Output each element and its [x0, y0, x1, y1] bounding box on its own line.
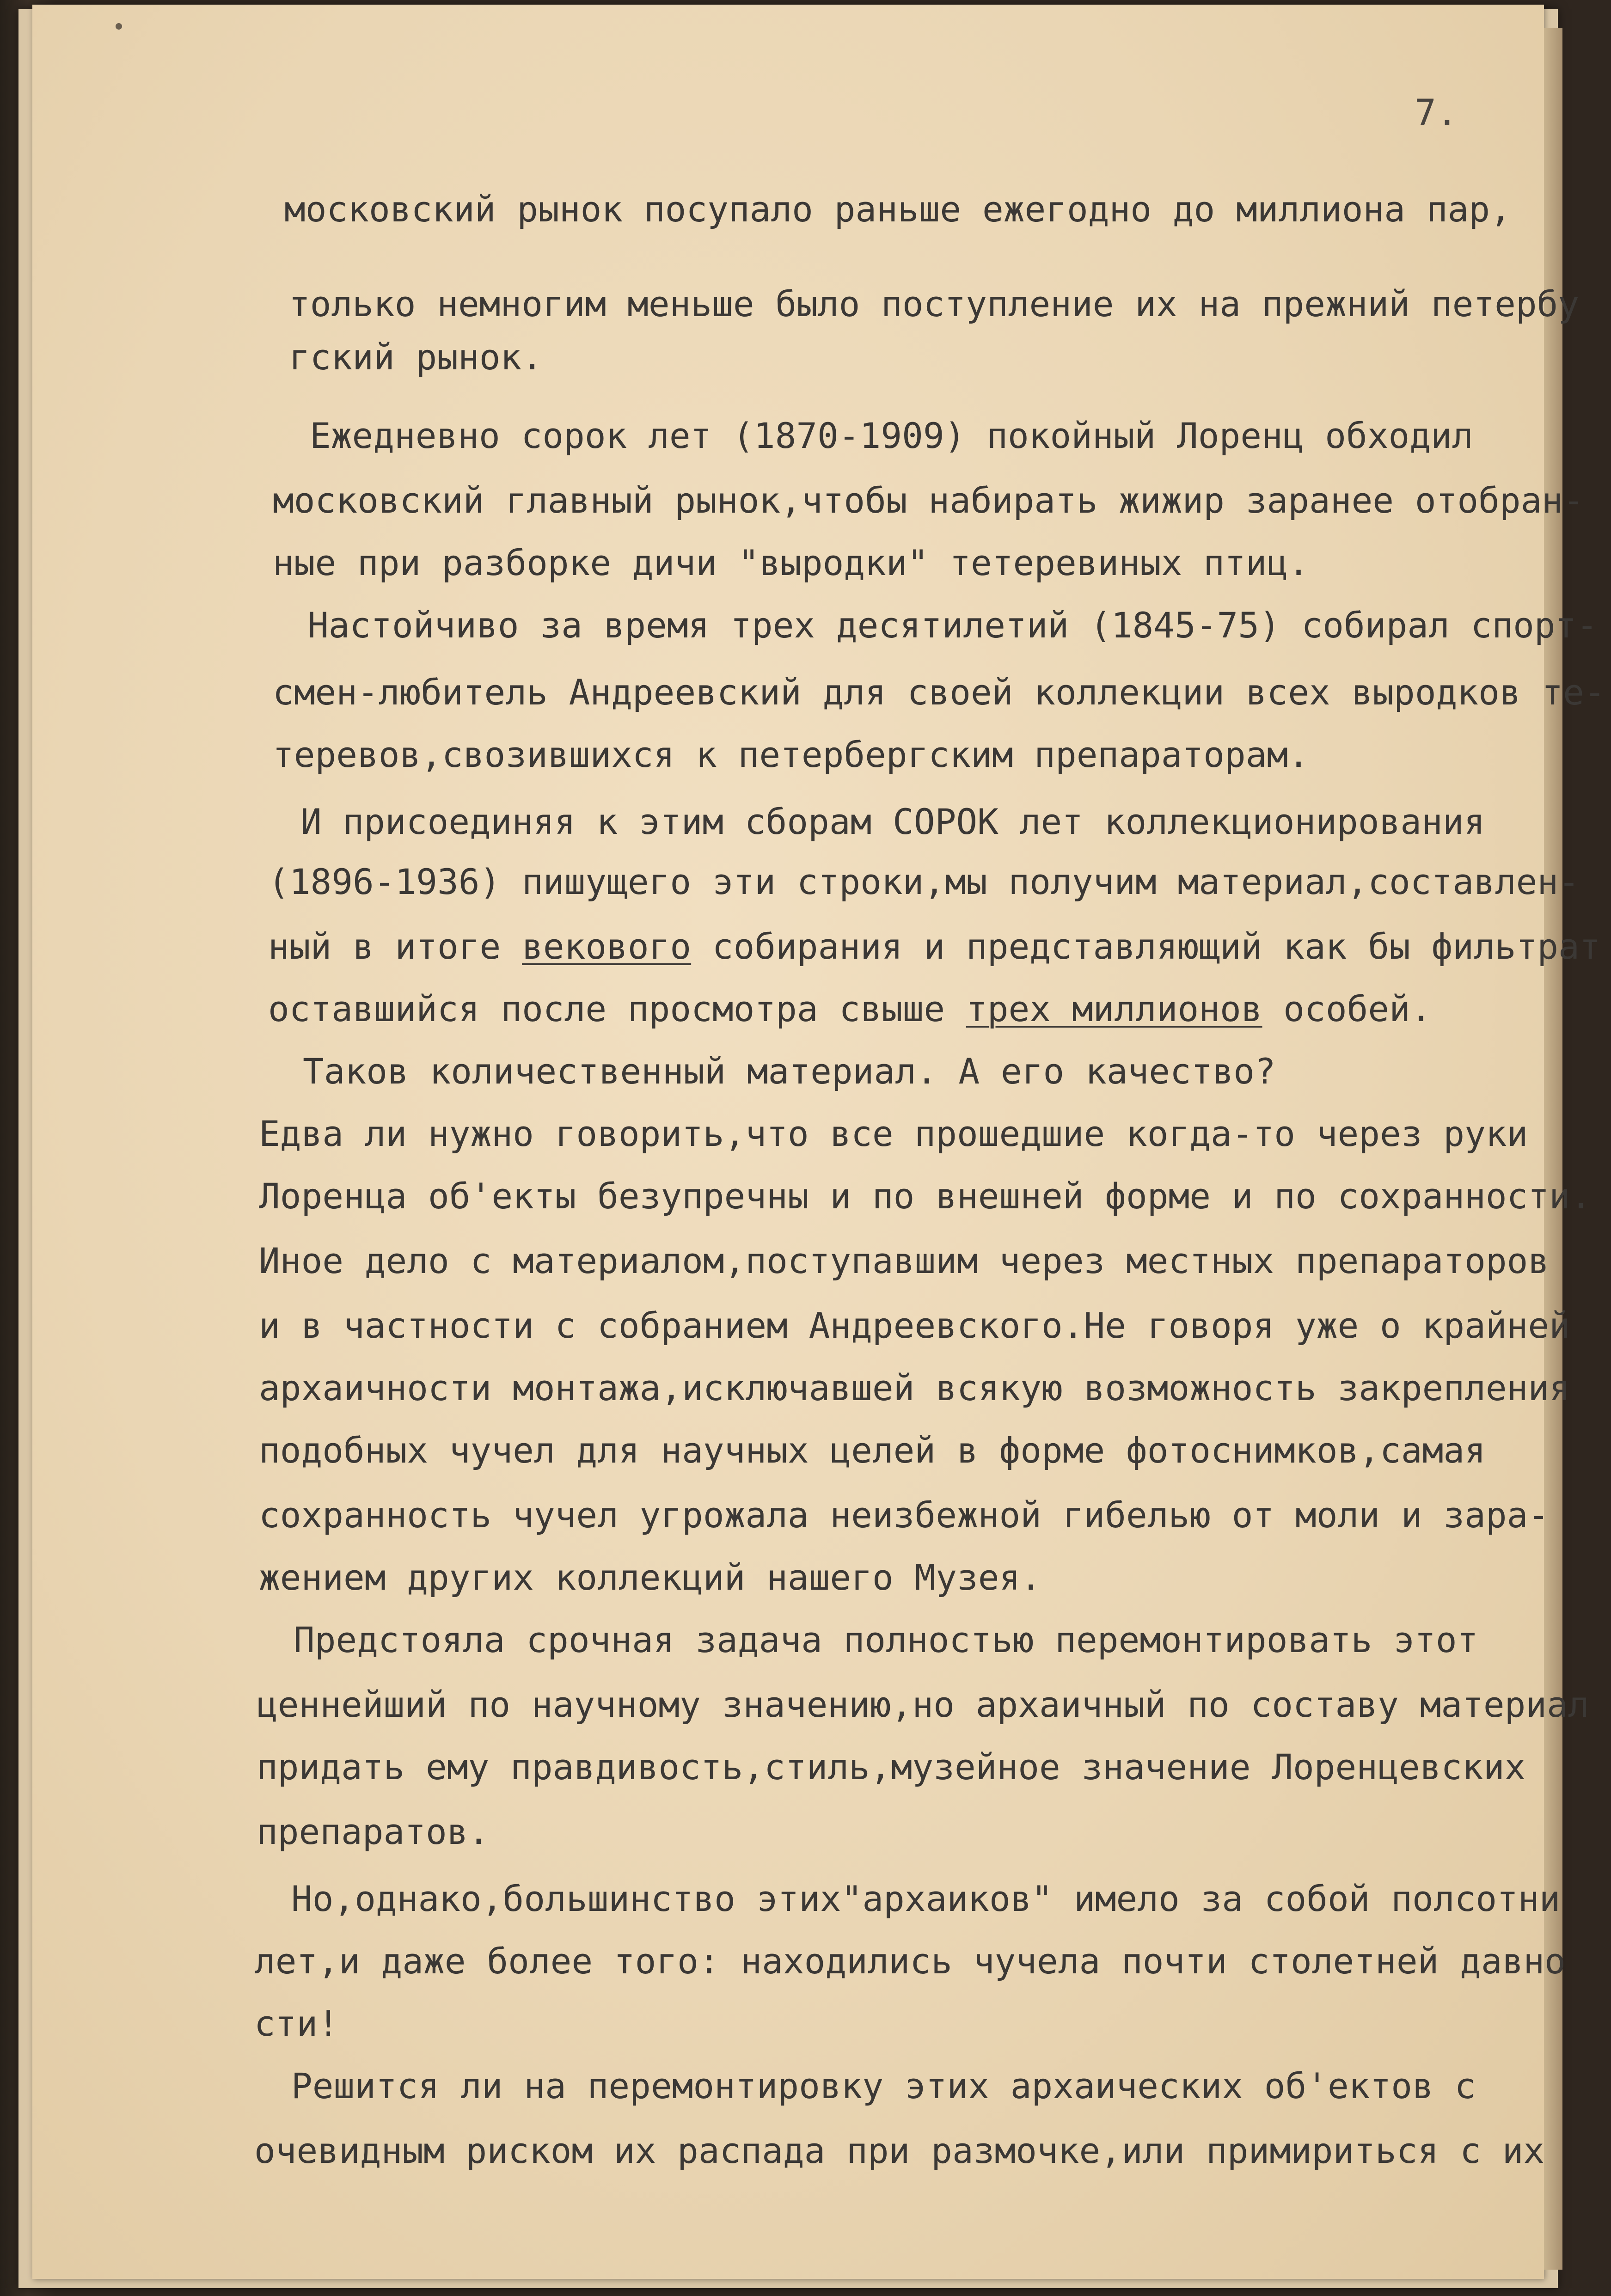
text-line: Лоренца об'екты безупречны и по внешней форме и по сохранности.	[259, 1176, 1592, 1217]
underlined-word: векового	[522, 926, 692, 967]
underlined-phrase: трех миллионов	[966, 988, 1262, 1029]
text-segment: особей.	[1262, 988, 1432, 1029]
text-line: Таков количественный материал. А его качество?	[303, 1051, 1276, 1092]
text-line: Предстояла срочная задача полностью перемонтировать этот	[294, 1619, 1478, 1660]
text-line: гский рынок.	[289, 337, 543, 378]
page-number: 7.	[1415, 92, 1458, 134]
text-segment: ный в итоге	[268, 926, 522, 967]
text-line: московский главный рынок,чтобы набирать жижир заранее отобран-	[273, 480, 1584, 521]
text-line: придать ему правдивость,стиль,музейное значение Лоренцевских	[257, 1746, 1526, 1788]
text-line: и в частности с собранием Андреевского.Не говоря уже о крайней	[259, 1305, 1570, 1346]
text-segment: оставшийся после просмотра свыше	[268, 988, 966, 1029]
text-line: только немногим меньше было поступление их на прежний петербу	[289, 283, 1580, 325]
text-line: Ежедневно сорок лет (1870-1909) покойный Лоренц обходил	[310, 415, 1473, 456]
text-line: ные при разборке дичи "выродки" тетеревиных птиц.	[273, 542, 1310, 583]
text-line: Настойчиво за время трех десятилетий (1845-75) собирал спорт-	[307, 605, 1598, 646]
text-line: смен-любитель Андреевский для своей коллекции всех выродков те-	[273, 672, 1605, 713]
text-line: ценнейший по научному значению,но архаичный по составу материал	[257, 1684, 1589, 1725]
text-line: теревов,свозившихся к петербергским препараторам.	[273, 734, 1310, 775]
text-line-with-emphasis	[268, 926, 1601, 967]
text-line: И присоединяя к этим сборам СОРОК лет коллекционирования	[300, 801, 1485, 842]
text-line: препаратов.	[257, 1811, 490, 1852]
text-line: Решится ли на перемонтировку этих архаических об'ектов с	[291, 2065, 1476, 2106]
text-line: архаичности монтажа,исключавшей всякую возможность закрепления	[259, 1367, 1570, 1408]
text-line: сохранность чучел угрожала неизбежной гибелью от моли и зара-	[259, 1494, 1550, 1536]
text-line: жением других коллекций нашего Музея.	[259, 1557, 1041, 1598]
text-line: московский рынок посупало раньше ежегодно до миллиона пар,	[284, 189, 1511, 230]
text-line: лет,и даже более того: находились чучела почти столетней давно	[254, 1941, 1566, 1982]
text-line: сти!	[254, 2003, 339, 2044]
text-line: (1896-1936) пишущего эти строки,мы получим материал,составлен-	[268, 861, 1580, 902]
text-line-with-emphasis	[268, 988, 1432, 1029]
text-line: Едва ли нужно говорить,что все прошедшие когда-то через руки	[259, 1113, 1528, 1154]
text-segment: собирания и представляющий как бы фильтрат	[691, 926, 1601, 967]
text-line: Но,однако,большинство этих"архаиков" имело за собой полсотни	[291, 1878, 1561, 1919]
text-line: очевидным риском их распада при размочке,или примириться с их	[254, 2130, 1545, 2171]
text-line: Иное дело с материалом,поступавшим через местных препараторов	[259, 1240, 1550, 1281]
text-line: подобных чучел для научных целей в форме фотоснимков,самая	[259, 1430, 1486, 1471]
